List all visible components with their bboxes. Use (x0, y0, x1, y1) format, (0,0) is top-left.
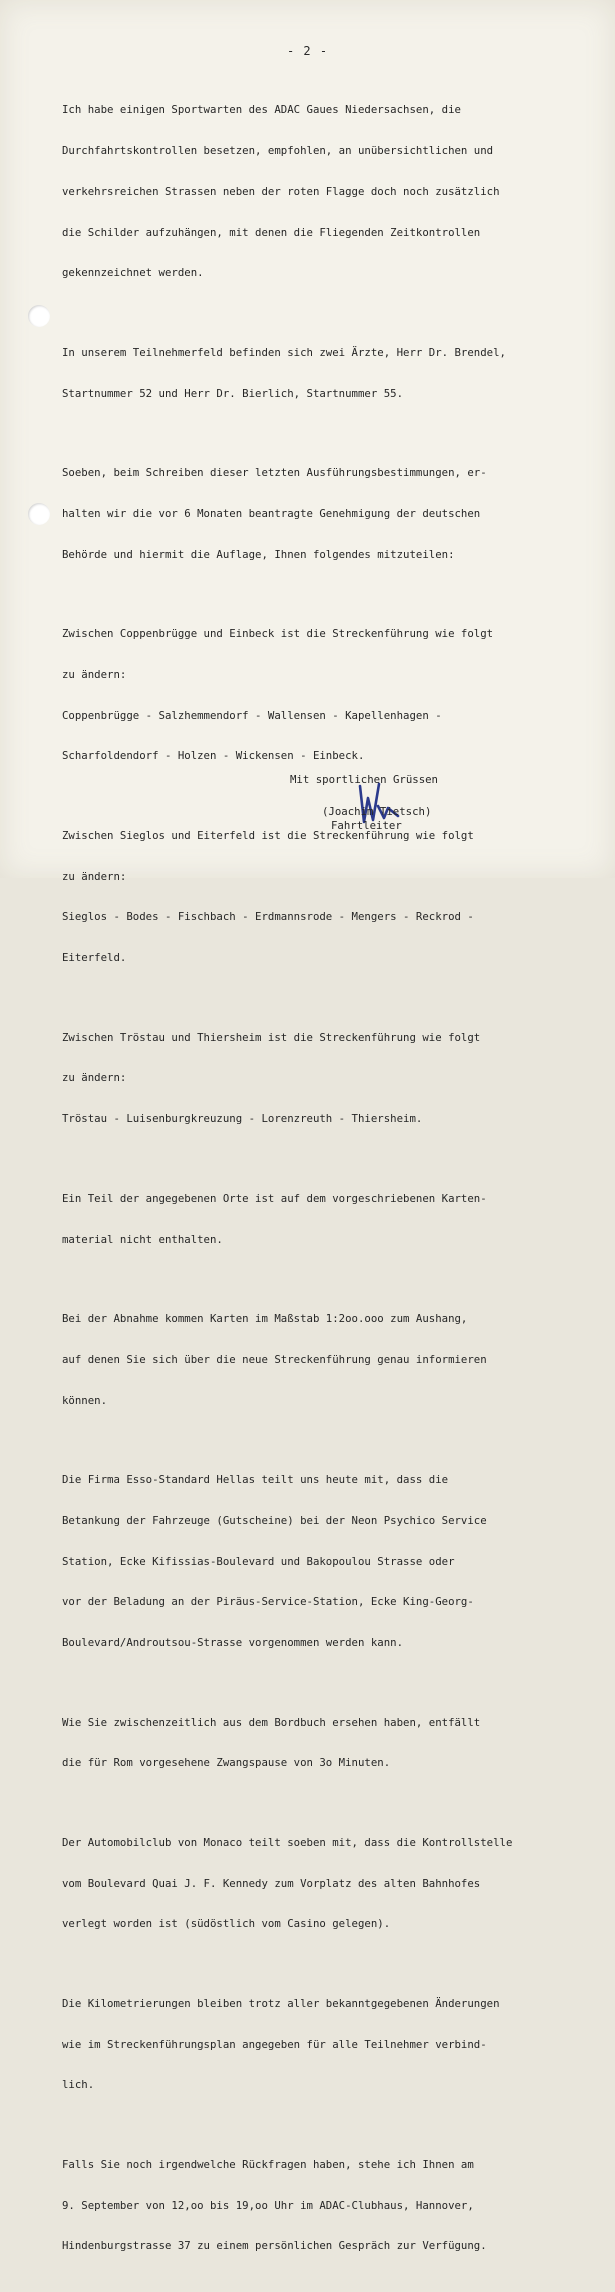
paragraph-esso (62, 1446, 597, 1677)
paragraph-zwangspause (62, 1688, 597, 1797)
text-line: zu ändern: (62, 869, 127, 883)
text-line: gekennzeichnet werden. (62, 266, 204, 280)
punch-hole-lower (28, 503, 50, 525)
text-line: Eiterfeld. (62, 951, 127, 965)
text-line: 9. September von 12,oo bis 19,oo Uhr im ADAC-Clubhaus, Hannover, (62, 2198, 474, 2212)
text-line: Zwischen Tröstau und Thiersheim ist die Streckenführung wie folgt (62, 1030, 481, 1044)
text-line: die für Rom vorgesehene Zwangspause von 3o Minuten. (62, 1756, 391, 1770)
text-line: verkehrsreichen Strassen neben der roten Flagge doch noch zusätzlich (62, 184, 500, 198)
paragraph-monaco (62, 1809, 597, 1959)
signer-name: (Joachim Tietsch) (322, 805, 432, 818)
text-line: Startnummer 52 und Herr Dr. Bierlich, Startnummer 55. (62, 386, 404, 400)
paragraph-troestau (62, 1004, 597, 1154)
punch-hole-upper (28, 305, 50, 327)
text-line: Ich habe einigen Sportwarten des ADAC Gaues Niedersachsen, die (62, 103, 461, 117)
text-line: die Schilder aufzuhängen, mit denen die Fliegenden Zeitkontrollen (62, 225, 481, 239)
text-line: Wie Sie zwischenzeitlich aus dem Bordbuch ersehen haben, entfällt (62, 1715, 481, 1729)
text-line: können. (62, 1393, 108, 1407)
paragraph-aerzte (62, 319, 597, 428)
text-line: Hindenburgstrasse 37 zu einem persönlichen Gespräch zur Verfügung. (62, 2239, 487, 2253)
text-line: Coppenbrügge - Salzhemmendorf - Wallensen - Kapellenhagen - (62, 708, 442, 722)
text-line: zu ändern: (62, 667, 127, 681)
text-line: halten wir die vor 6 Monaten beantragte Genehmigung der deutschen (62, 506, 481, 520)
text-line: Tröstau - Luisenburgkreuzung - Lorenzreuth - Thiersheim. (62, 1112, 423, 1126)
text-line: Sieglos - Bodes - Fischbach - Erdmannsrode - Mengers - Reckrod - (62, 910, 474, 924)
text-line: material nicht enthalten. (62, 1232, 223, 1246)
text-line: Falls Sie noch irgendwelche Rückfragen haben, stehe ich Ihnen am (62, 2157, 474, 2171)
text-line: verlegt worden ist (südöstlich vom Casino gelegen). (62, 1917, 391, 1931)
text-line: lich. (62, 2078, 95, 2092)
text-line: Betankung der Fahrzeuge (Gutscheine) bei der Neon Psychico Service (62, 1513, 487, 1527)
signer-title: Fahrtleiter (331, 818, 402, 832)
text-line: Die Kilometrierungen bleiben trotz aller bekanntgegebenen Änderungen (62, 1996, 500, 2010)
text-line: Soeben, beim Schreiben dieser letzten Ausführungsbestimmungen, er- (62, 466, 487, 480)
page-number: - 2 - (286, 44, 329, 58)
text-line: zu ändern: (62, 1071, 127, 1085)
text-line: Durchfahrtskontrollen besetzen, empfohlen, an unübersichtlichen und (62, 143, 494, 157)
paragraph-abnahme (62, 1285, 597, 1435)
text-line: Der Automobilclub von Monaco teilt soeben mit, dass die Kontrollstelle (62, 1835, 513, 1849)
signer-block (322, 805, 431, 832)
text-line: In unserem Teilnehmerfeld befinden sich zwei Ärzte, Herr Dr. Brendel, (62, 345, 506, 359)
text-line: Ein Teil der angegebenen Orte ist auf dem vorgeschriebenen Karten- (62, 1191, 487, 1205)
paragraph-sportwarte (62, 76, 597, 307)
paragraph-kartenmaterial (62, 1165, 597, 1274)
text-line: Station, Ecke Kifissias-Boulevard und Bakopoulou Strasse oder (62, 1554, 455, 1568)
text-line: Bei der Abnahme kommen Karten im Maßstab 1:2oo.ooo zum Aushang, (62, 1311, 468, 1325)
paragraph-coppenbruegge (62, 600, 597, 790)
text-line: Zwischen Coppenbrügge und Einbeck ist die Streckenführung wie folgt (62, 627, 494, 641)
letter-body (62, 76, 597, 2292)
paragraph-genehmigung (62, 439, 597, 589)
text-line: Zwischen Sieglos und Eiterfeld ist die Streckenführung wie folgt (62, 828, 474, 842)
text-line: Boulevard/Androutsou-Strasse vorgenommen werden kann. (62, 1636, 404, 1650)
text-line: Die Firma Esso-Standard Hellas teilt uns heute mit, dass die (62, 1473, 449, 1486)
text-line: Scharfoldendorf - Holzen - Wickensen - Einbeck. (62, 749, 365, 763)
paragraph-kilometrierungen (62, 1970, 597, 2120)
closing-line: Mit sportlichen Grüssen (290, 773, 438, 786)
paragraph-rueckfragen (62, 2131, 597, 2281)
text-line: Behörde und hiermit die Auflage, Ihnen folgendes mitzuteilen: (62, 547, 455, 561)
text-line: vor der Beladung an der Piräus-Service-Station, Ecke King-Georg- (62, 1595, 474, 1609)
text-line: vom Boulevard Quai J. F. Kennedy zum Vorplatz des alten Bahnhofes (62, 1876, 481, 1890)
text-line: auf denen Sie sich über die neue Streckenführung genau informieren (62, 1352, 487, 1366)
text-line: wie im Streckenführungsplan angegeben für alle Teilnehmer verbind- (62, 2037, 487, 2051)
